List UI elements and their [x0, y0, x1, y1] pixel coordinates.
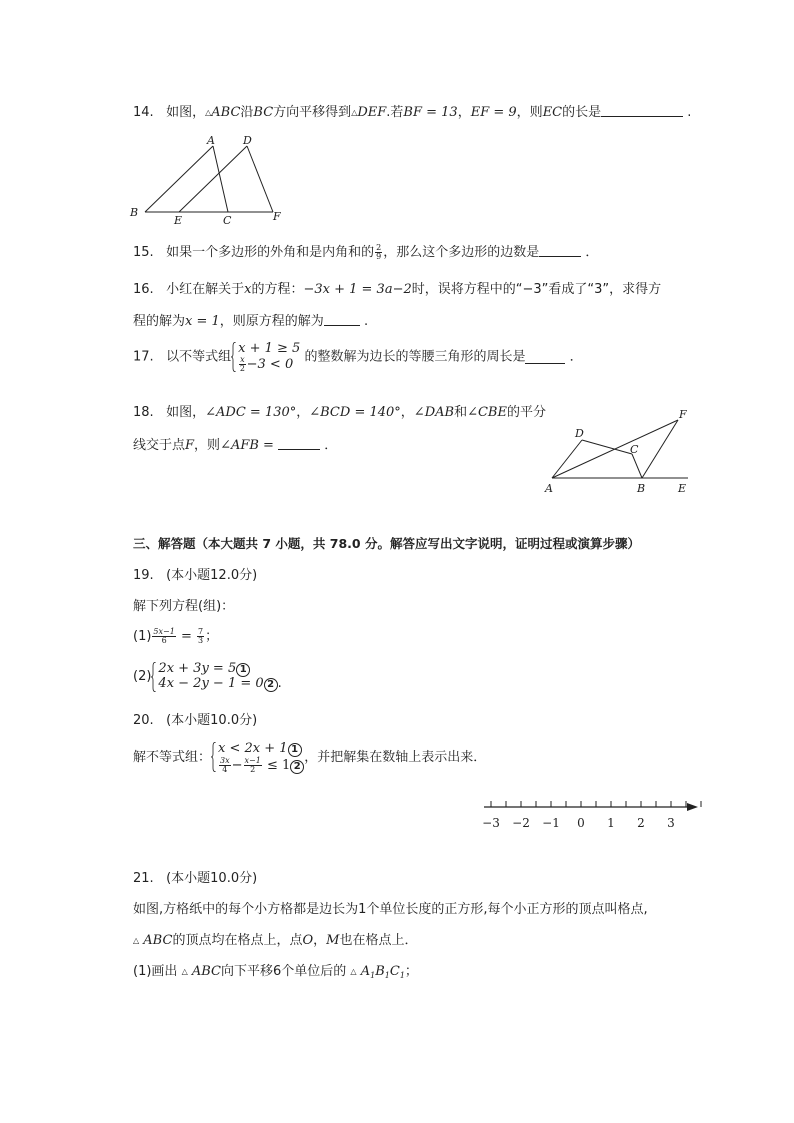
- q18-text-line2: [133, 437, 337, 455]
- q18-text-part: 如图，: [166, 405, 206, 420]
- q20-fraction2: [244, 757, 262, 774]
- q17-answer-blank[interactable]: [525, 351, 565, 364]
- q17-row1: x + 1 ≥ 5: [238, 341, 301, 356]
- fig14-label-d: D: [243, 134, 252, 147]
- brace-icon: [211, 742, 217, 772]
- q16-text-part: 的方程：: [251, 282, 304, 297]
- fig18-label-e: E: [678, 482, 687, 495]
- q14-def: DEF: [357, 105, 387, 120]
- q21-line1: 如图,方格纸中的每个小方格都是边长为1个单位长度的正方形,每个小正方形的顶点叫格点,: [133, 902, 648, 917]
- q20-frac2-den: 2: [250, 765, 256, 774]
- subscript: 1: [399, 971, 405, 980]
- q21-point-o: O: [302, 933, 314, 948]
- q21-part1-label: (1)画出: [133, 964, 178, 979]
- q14-number: 14.: [133, 105, 154, 120]
- subscript: 1: [370, 971, 376, 980]
- triangle-symbol: △: [351, 108, 358, 117]
- q19-frac1-num: 5x−1: [153, 627, 175, 636]
- q18-angle-bcd: ∠BCD = 140°: [309, 405, 401, 420]
- q15-frac-num: 2: [376, 243, 382, 252]
- q19-score: (本小题12.0分): [166, 568, 258, 583]
- q14-ec: EC: [542, 105, 563, 120]
- fig18-label-d: D: [575, 427, 584, 440]
- q14-abc: ABC: [211, 105, 241, 120]
- q19-equals: =: [176, 629, 196, 644]
- q19-frac1-den: 6: [161, 636, 167, 645]
- q20-header: [133, 712, 257, 730]
- q21-semicolon: ；: [404, 964, 418, 979]
- q18-angle-dab: ∠DAB: [413, 405, 455, 420]
- q16-text-part: 时，误将方程中的“−3”看成了“3”，求得方: [411, 282, 662, 297]
- q20-inequality-system: [211, 742, 304, 774]
- q14-text-part: .若: [386, 105, 404, 120]
- q14-text-part: 方向平移得到: [273, 105, 352, 120]
- q14-answer-blank[interactable]: [601, 104, 683, 117]
- q14-text-part: 如图，: [166, 105, 206, 120]
- q19-instruction: 解下列方程(组)：: [133, 599, 235, 614]
- q21-comma: ，: [313, 933, 327, 948]
- q20-text: [133, 742, 486, 774]
- q14-bc: BC: [253, 105, 274, 120]
- q16-solution: x = 1: [185, 314, 220, 329]
- q18-answer-blank[interactable]: [278, 437, 320, 450]
- q17-text: [133, 342, 583, 373]
- q16-text-line1: [133, 281, 661, 299]
- q16-answer-blank[interactable]: [324, 313, 360, 326]
- fig18-label-f: F: [679, 408, 687, 421]
- q19-fraction1: [152, 628, 175, 645]
- q20-fraction1: [219, 757, 231, 774]
- circled-two-icon: 2: [264, 678, 278, 692]
- q20-frac1-den: 4: [222, 765, 228, 774]
- number-line-label: 2: [637, 816, 645, 830]
- q14-text-part: ，: [457, 105, 471, 120]
- q19-header: [133, 567, 257, 585]
- fig14-label-a: A: [207, 134, 215, 147]
- q20-row2: ≤ 1: [262, 758, 291, 773]
- q14-text-part: .: [687, 105, 692, 120]
- q20-frac2-num: x−1: [244, 756, 261, 765]
- q14-figure: [125, 132, 290, 227]
- fig14-label-c: C: [223, 214, 232, 227]
- q16-text-part: .: [363, 314, 369, 329]
- number-line-label: −2: [512, 816, 530, 830]
- q21-number: 21.: [133, 871, 154, 886]
- triangle-symbol: △: [181, 967, 188, 976]
- number-line-label: −1: [542, 816, 560, 830]
- subscript: 1: [384, 971, 390, 980]
- q18-point-f: F: [185, 438, 195, 453]
- q21-text-part: 的顶点均在格点上，点: [172, 933, 303, 948]
- q20-row1: x < 2x + 1: [218, 741, 288, 756]
- q21-abc: ABC: [191, 964, 221, 979]
- q21-abc: ABC: [143, 933, 173, 948]
- q19-row2: 4x − 2y − 1 = 0: [158, 676, 264, 691]
- q19-semicolon: ；: [205, 629, 219, 644]
- q15-fraction: [375, 244, 382, 261]
- q20-text-part: 解不等式组：: [133, 750, 212, 765]
- q20-text-part: ，并把解集在数轴上表示出来．: [304, 750, 487, 765]
- fig14-label-f: F: [273, 210, 281, 223]
- q17-inequality-system: [231, 342, 300, 373]
- triangle-symbol: △: [133, 936, 140, 945]
- q16-text-part: 程的解为: [133, 314, 186, 329]
- q19-frac2-den: 3: [198, 636, 204, 645]
- q18-text-part: 线交于点: [133, 438, 186, 453]
- q18-text-line1: [133, 404, 546, 422]
- q21-point-m: M: [326, 933, 340, 948]
- q17-text-part: 以不等式组: [166, 349, 232, 365]
- q17-frac-num: x: [240, 355, 245, 364]
- q17-frac-den: 2: [239, 364, 245, 373]
- q18-angle-adc: ∠ADC = 130°: [205, 405, 297, 420]
- q15-text-part: ，那么这个多边形的边数是: [383, 245, 540, 260]
- q15-number: 15.: [133, 245, 154, 260]
- number-line-label: 3: [667, 816, 675, 830]
- q17-number: 17.: [133, 349, 154, 365]
- q19-part1: [133, 628, 218, 646]
- q15-answer-blank[interactable]: [539, 244, 581, 257]
- q19-part2: [133, 662, 282, 692]
- number-line: [478, 796, 703, 832]
- fig14-label-b: B: [130, 206, 139, 219]
- brace-icon: [231, 342, 237, 372]
- q15-text-part: 如果一个多边形的外角和是内角和的: [166, 245, 375, 260]
- q19-part2-label: (2): [133, 669, 152, 684]
- q15-text: [133, 244, 598, 262]
- q19-number: 19.: [133, 568, 154, 583]
- q17-row2: −3 < 0: [246, 357, 294, 372]
- q16-equation: −3x + 1 = 3a−2: [303, 282, 412, 297]
- q14-text-part: 沿: [240, 105, 254, 120]
- q19-frac2-num: 7: [198, 627, 204, 636]
- q17-text-part: 的整数解为边长的等腰三角形的周长是: [304, 349, 526, 365]
- q20-frac1-num: 3x: [220, 756, 230, 765]
- number-line-label: 0: [577, 816, 585, 830]
- q15-frac-den: 9: [376, 252, 382, 261]
- q21-header: [133, 870, 257, 888]
- q21-text-part: 向下平移6个单位后的: [221, 964, 347, 979]
- number-line-label: 1: [607, 816, 615, 830]
- q16-variable-x: x: [244, 282, 252, 297]
- q14-bf: BF = 13: [403, 105, 458, 120]
- q18-text-part: ，则: [194, 438, 221, 453]
- q14-text-part: 的长是: [562, 105, 602, 120]
- fig18-label-b: B: [637, 482, 646, 495]
- number-line-label: −3: [482, 816, 500, 830]
- q15-text-part: ．: [585, 245, 599, 260]
- triangle-symbol: △: [205, 108, 212, 117]
- circled-two-icon: 2: [290, 760, 304, 774]
- section3-title: 三、解答题（本大题共 7 小题，共 78.0 分。解答应写出文字说明，证明过程或演算步骤）: [133, 536, 640, 551]
- q18-number: 18.: [133, 405, 154, 420]
- q19-equation-system: [151, 662, 281, 692]
- q21-part1: [133, 963, 418, 985]
- q21-b1: B: [375, 964, 385, 979]
- q18-angle-cbe: ∠CBE: [467, 405, 507, 420]
- arrow-right-icon: [687, 803, 698, 811]
- brace-icon: [151, 662, 157, 692]
- q18-text-part: ，: [400, 405, 414, 420]
- q18-text-part: 和: [454, 405, 468, 420]
- q21-c1: C: [389, 964, 400, 979]
- q20-number: 20.: [133, 713, 154, 728]
- fig18-label-a: A: [545, 482, 553, 495]
- q18-text-part: 的平分: [506, 405, 546, 420]
- q16-text-line2: [133, 313, 368, 331]
- circled-one-icon: 1: [236, 663, 250, 677]
- q21-text-part: 也在格点上．: [339, 933, 418, 948]
- q14-text: [133, 104, 691, 122]
- fig14-label-e: E: [174, 214, 183, 227]
- q21-a1: A: [360, 964, 371, 979]
- q19-part1-label: (1): [133, 629, 152, 644]
- q18-text-part: ．: [324, 438, 338, 453]
- triangle-symbol: △: [350, 967, 357, 976]
- q18-angle-afb: ∠AFB =: [220, 438, 274, 453]
- q16-number: 16.: [133, 282, 154, 297]
- q19-fraction2: [197, 628, 204, 645]
- q20-minus: −: [231, 758, 243, 773]
- q19-period: .: [277, 676, 282, 691]
- circled-one-icon: 1: [288, 743, 302, 757]
- q21-score: (本小题10.0分): [166, 871, 258, 886]
- q21-line2: [133, 932, 417, 950]
- q14-text-part: ，则: [516, 105, 543, 120]
- q14-ef: EF = 9: [470, 105, 517, 120]
- q17-fraction: [239, 356, 246, 373]
- fig18-label-c: C: [630, 443, 639, 456]
- q19-row1: 2x + 3y = 5: [158, 661, 237, 676]
- q16-text-part: ，则原方程的解为: [219, 314, 324, 329]
- q17-text-part: ．: [569, 349, 583, 365]
- q20-score: (本小题10.0分): [166, 713, 258, 728]
- q18-figure: [540, 404, 700, 499]
- q16-text-part: 小红在解关于: [166, 282, 245, 297]
- q18-text-part: ，: [296, 405, 310, 420]
